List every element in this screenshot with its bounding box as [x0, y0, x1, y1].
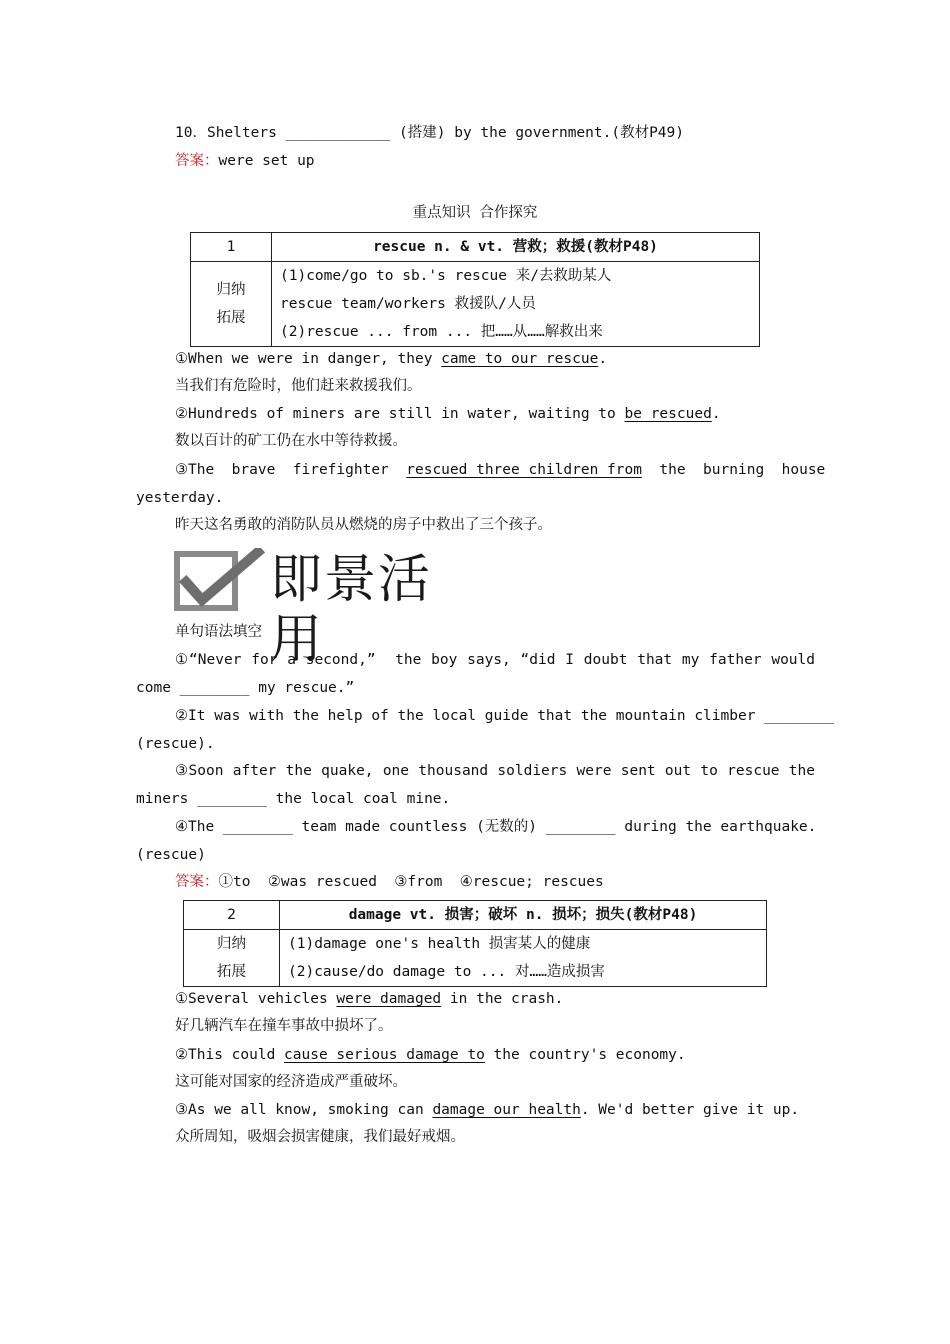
box-headword: rescue n. & vt. 营救；救援(教材P48)	[272, 233, 760, 262]
drill-question: ①“Never for a second,” the boy says, “did I doubt that my father would	[175, 652, 815, 668]
example-sentence-cont: yesterday.	[136, 490, 224, 506]
banner-title: 即景活用	[270, 550, 433, 670]
box-item: (1)come/go to sb.'s rescue 来/去救助某人	[280, 268, 612, 284]
example-sentence: ①Several vehicles were damaged in the crash.	[175, 991, 564, 1007]
box-number: 2	[184, 901, 280, 930]
q10-stem-after: (搭建) by the government.(教材P49)	[390, 125, 684, 141]
box-item: rescue team/workers 救援队/人员	[280, 296, 536, 312]
drill-question: ②It was with the help of the local guide that the mountain climber ________	[175, 708, 834, 724]
box-headword: damage vt. 损害；破坏 n. 损坏；损失(教材P48)	[280, 901, 767, 930]
drill-question-cont: (rescue)	[136, 847, 206, 863]
example-sentence: ②Hundreds of miners are still in water, waiting to be rescued.	[175, 406, 721, 422]
example-translation: 众所周知，吸烟会损害健康，我们最好戒烟。	[175, 1129, 465, 1145]
answer-label: 答案：	[175, 874, 219, 890]
drill-question-cont: come ________ my rescue.”	[136, 680, 355, 696]
box-item: (2)cause/do damage to ... 对……造成损害	[288, 964, 605, 980]
example-translation: 好几辆汽车在撞车事故中损坏了。	[175, 1018, 393, 1034]
drill-question-cont: miners ________ the local coal mine.	[136, 791, 451, 807]
checkmark-box-icon	[174, 548, 266, 612]
q10-blank: ____________	[285, 125, 391, 141]
example-translation: 这可能对国家的经济造成严重破坏。	[175, 1074, 407, 1090]
box-items	[280, 930, 767, 987]
vocab-box-damage	[183, 900, 767, 987]
box-label: 归纳 拓展	[184, 930, 280, 987]
answer-text: ①to ②was rescued ③from ④rescue; rescues	[218, 874, 604, 890]
drill-question: ③Soon after the quake, one thousand soldiers were sent out to rescue the	[175, 763, 815, 779]
example-translation: 数以百计的矿工仍在水中等待救援。	[175, 433, 407, 449]
drill-title: 单句语法填空	[175, 624, 262, 640]
example-sentence: ③The brave firefighter rescued three children from the burning house	[175, 462, 826, 478]
question-10	[175, 123, 684, 143]
example-sentence: ③As we all know, smoking can damage our health. We'd better give it up.	[175, 1102, 800, 1118]
drill-question-cont: (rescue).	[136, 736, 215, 752]
box-item: (1)damage one's health 损害某人的健康	[288, 936, 591, 952]
answer-text: were set up	[218, 153, 315, 169]
drill-question: ④The ________ team made countless (无数的) ________ during the earthquake.	[175, 819, 817, 835]
box-items	[272, 262, 760, 347]
example-translation: 当我们有危险时，他们赶来救援我们。	[175, 378, 422, 394]
box-label: 归纳 拓展	[191, 262, 272, 347]
q10-answer	[175, 151, 315, 171]
box-number: 1	[191, 233, 272, 262]
section-title: 重点知识 合作探究	[412, 205, 538, 221]
example-sentence: ②This could cause serious damage to the country's economy.	[175, 1047, 686, 1063]
example-sentence: ①When we were in danger, they came to our rescue.	[175, 351, 608, 367]
vocab-box-rescue	[190, 232, 760, 347]
q10-stem-before: 10．Shelters	[175, 125, 286, 141]
drill-answer	[175, 872, 604, 892]
box-item: (2)rescue ... from ... 把……从……解救出来	[280, 324, 603, 340]
example-translation: 昨天这名勇敢的消防队员从燃烧的房子中救出了三个孩子。	[175, 517, 552, 533]
answer-label: 答案：	[175, 153, 219, 169]
